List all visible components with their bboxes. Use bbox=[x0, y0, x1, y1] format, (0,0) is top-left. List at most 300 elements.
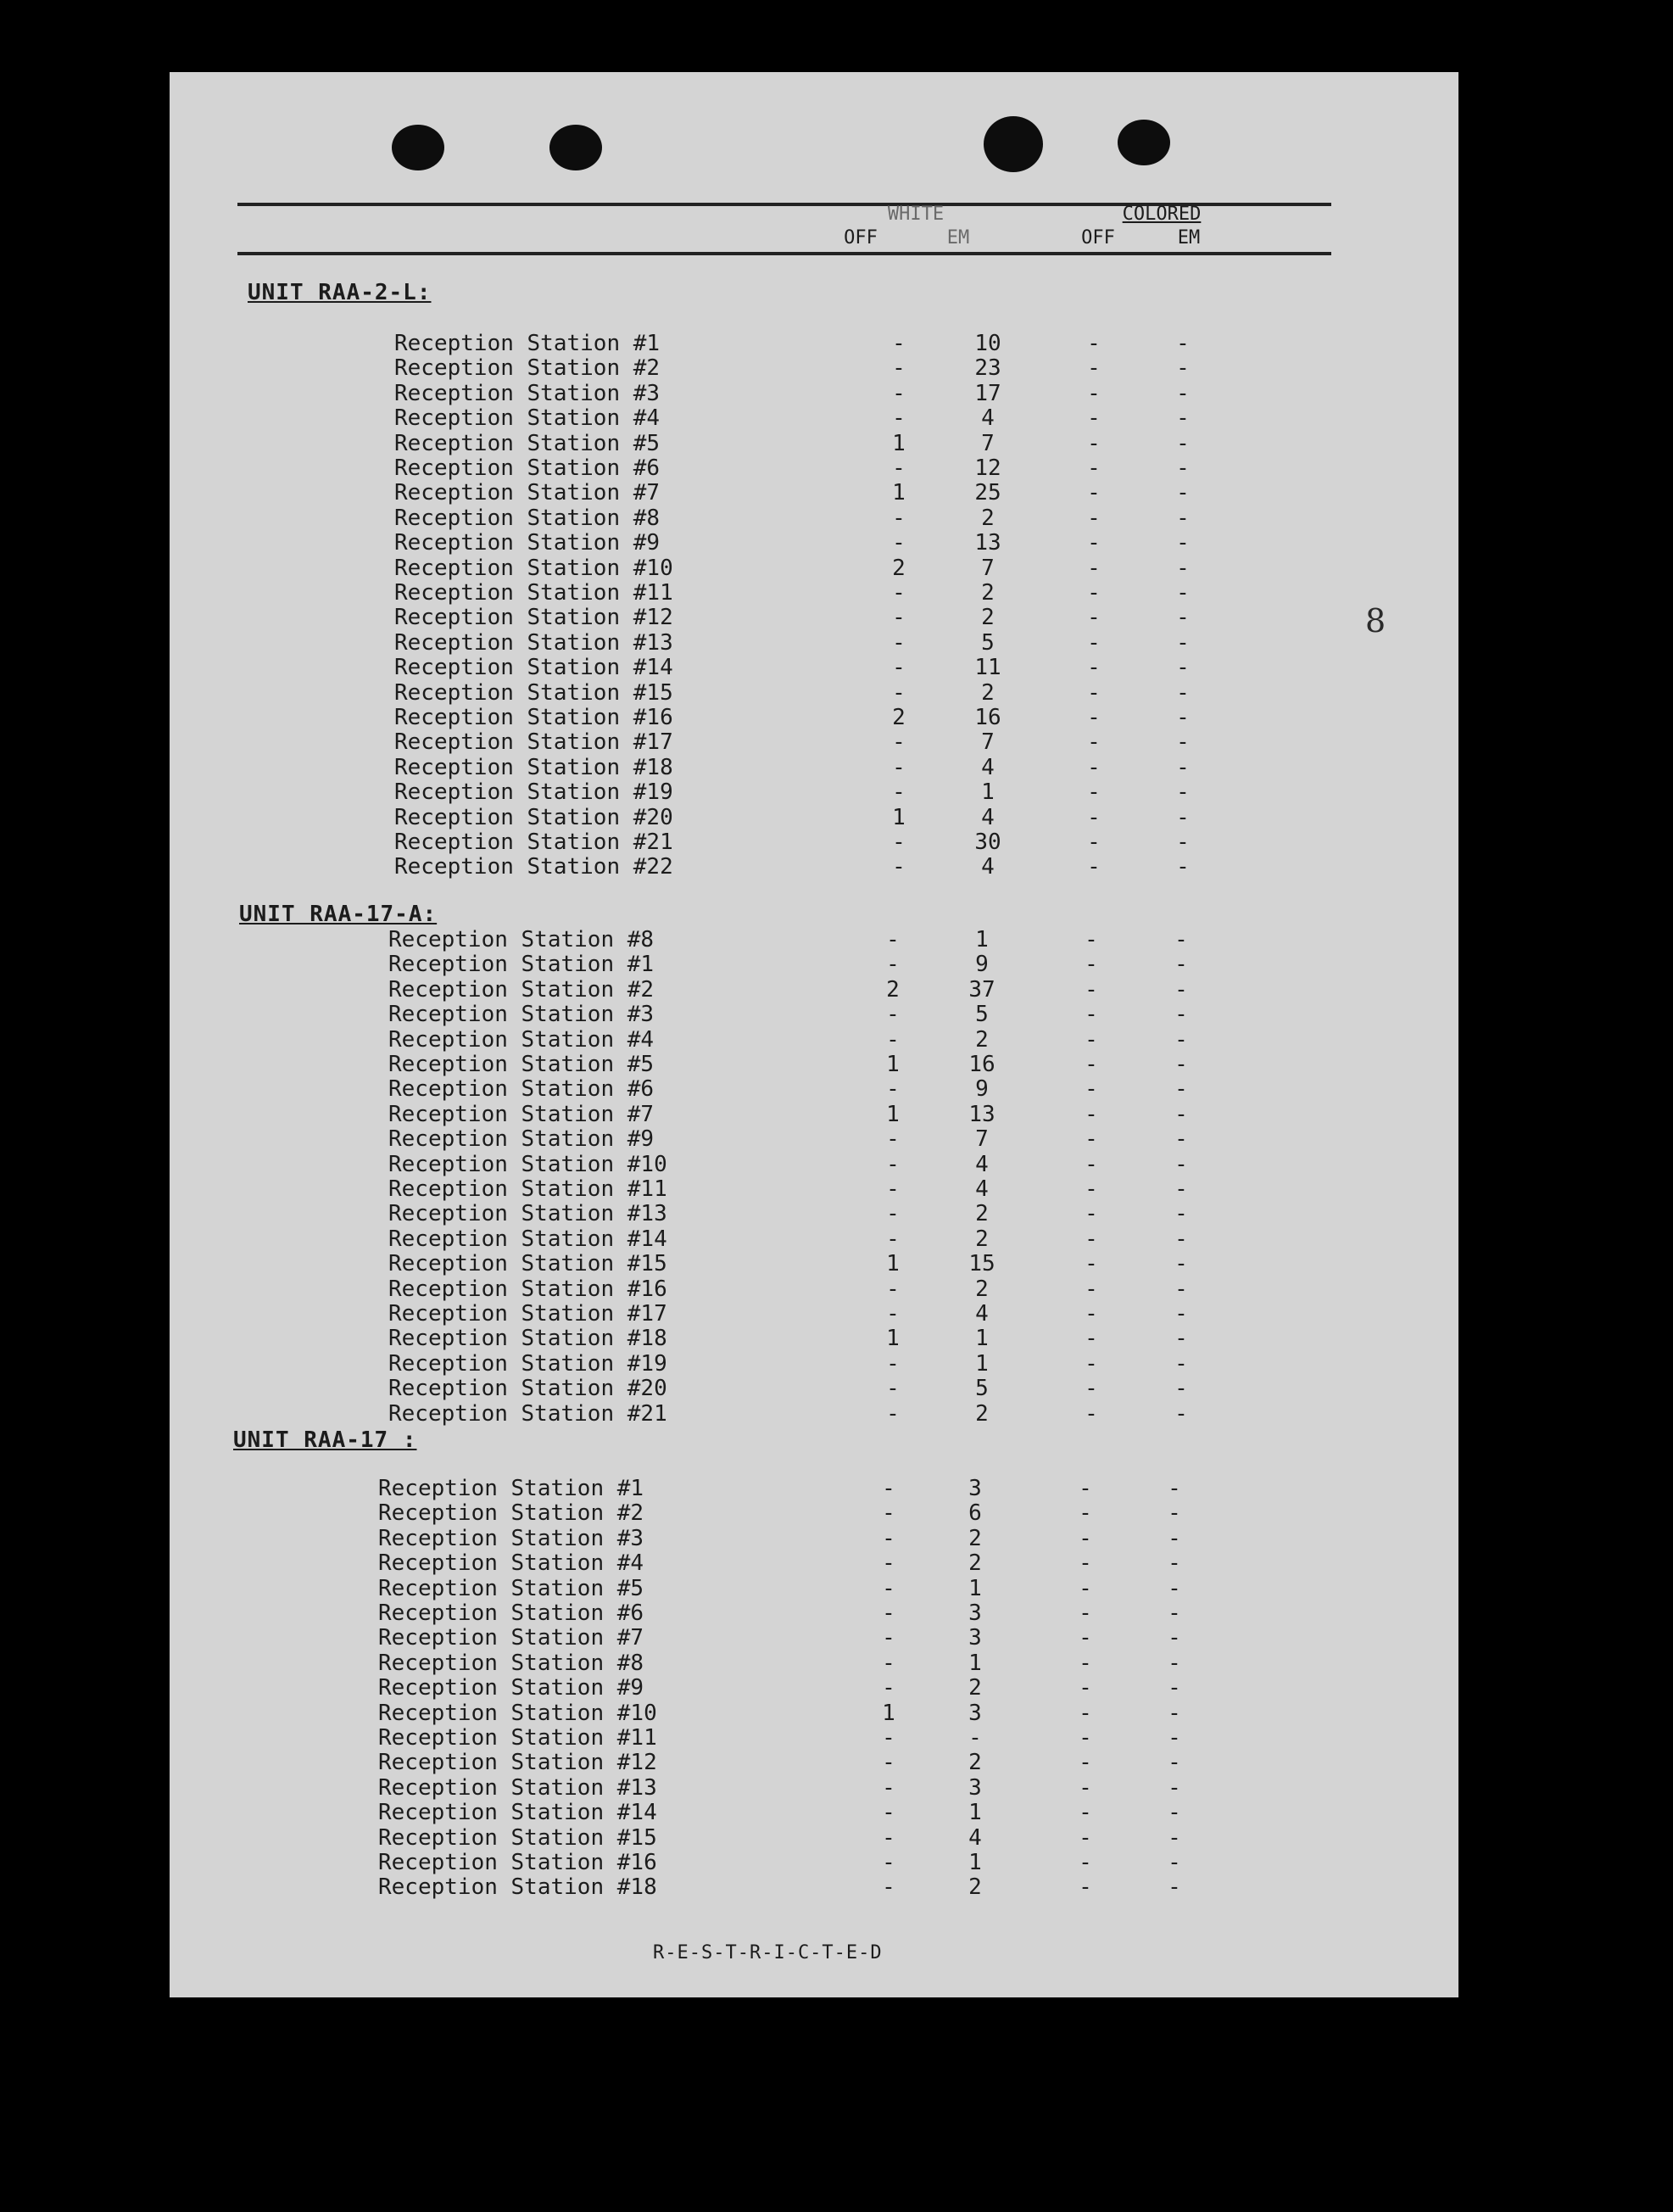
table-row bbox=[394, 705, 1208, 729]
colored-em-cell: - bbox=[1174, 1350, 1188, 1377]
white-em-cell: 7 bbox=[981, 555, 995, 581]
white-em-cell: - bbox=[968, 1725, 982, 1751]
station-label: Reception Station #10 bbox=[378, 1700, 657, 1726]
white-em-cell: 2 bbox=[975, 1026, 989, 1053]
colored-off-cell: - bbox=[1085, 1251, 1098, 1277]
colored-off-cell: - bbox=[1087, 530, 1101, 556]
colored-em-cell: - bbox=[1176, 854, 1190, 880]
colored-em-cell: - bbox=[1168, 1500, 1181, 1527]
white-em-cell: 4 bbox=[975, 1301, 989, 1327]
colored-off-cell: - bbox=[1087, 405, 1101, 432]
colored-off-cell: - bbox=[1079, 1525, 1092, 1551]
white-off-cell: - bbox=[882, 1774, 895, 1801]
station-label: Reception Station #11 bbox=[394, 580, 673, 606]
white-em-cell: 3 bbox=[968, 1600, 982, 1626]
white-off-cell: - bbox=[892, 754, 906, 780]
station-label: Reception Station #15 bbox=[394, 679, 673, 706]
colored-em-cell: - bbox=[1176, 555, 1190, 581]
colored-off-cell: - bbox=[1085, 1326, 1098, 1352]
table-row bbox=[394, 605, 1208, 629]
colored-em-cell: - bbox=[1176, 655, 1190, 681]
table-row bbox=[388, 1126, 1207, 1151]
white-em-cell: 4 bbox=[968, 1824, 982, 1851]
white-em-cell: 6 bbox=[968, 1500, 982, 1527]
table-row bbox=[394, 405, 1208, 430]
colored-off-cell: - bbox=[1079, 1550, 1092, 1577]
table-row bbox=[378, 1576, 1200, 1600]
white-em-cell: 9 bbox=[975, 1076, 989, 1103]
table-row bbox=[378, 1775, 1200, 1800]
white-off-cell: 2 bbox=[892, 555, 906, 581]
white-off-cell: 2 bbox=[892, 705, 906, 730]
colored-em-cell: - bbox=[1168, 1476, 1181, 1501]
table-row bbox=[394, 556, 1208, 580]
station-label: Reception Station #17 bbox=[388, 1301, 667, 1327]
white-off-cell: - bbox=[892, 505, 906, 531]
white-em-cell: 13 bbox=[974, 530, 1001, 556]
colored-off-cell: - bbox=[1079, 1600, 1092, 1626]
colored-off-cell: - bbox=[1085, 1176, 1098, 1202]
station-label: Reception Station #14 bbox=[394, 655, 673, 681]
white-em-cell: 4 bbox=[975, 1176, 989, 1202]
classification-footer: R-E-S-T-R-I-C-T-E-D bbox=[653, 1942, 883, 1963]
table-row bbox=[378, 1651, 1200, 1675]
white-off-cell: - bbox=[882, 1500, 895, 1527]
colored-off-cell: - bbox=[1087, 729, 1101, 756]
white-em-cell: 2 bbox=[981, 679, 995, 706]
white-off-cell: - bbox=[882, 1675, 895, 1701]
white-off-cell: - bbox=[892, 580, 906, 606]
station-label: Reception Station #9 bbox=[388, 1126, 655, 1153]
station-label: Reception Station #1 bbox=[388, 952, 655, 978]
table-row bbox=[394, 431, 1208, 455]
table-row bbox=[394, 755, 1208, 779]
table-row bbox=[388, 1027, 1207, 1052]
colored-em-cell: - bbox=[1174, 1002, 1188, 1028]
white-off-cell: - bbox=[882, 1850, 895, 1875]
white-em-cell: 25 bbox=[974, 480, 1001, 506]
table-row bbox=[378, 1675, 1200, 1700]
table-row bbox=[378, 1550, 1200, 1575]
station-label: Reception Station #2 bbox=[378, 1500, 644, 1527]
colored-off-cell: - bbox=[1085, 1126, 1098, 1153]
station-label: Reception Station #13 bbox=[388, 1201, 667, 1227]
colored-off-cell: - bbox=[1079, 1750, 1092, 1776]
table-row bbox=[388, 927, 1207, 952]
white-off-cell: - bbox=[882, 1750, 895, 1776]
white-off-cell: 1 bbox=[892, 804, 906, 830]
white-off-cell: - bbox=[882, 1575, 895, 1601]
colored-off-cell: - bbox=[1079, 1675, 1092, 1701]
colored-off-cell: - bbox=[1087, 854, 1101, 880]
colored-em-cell: - bbox=[1174, 1126, 1188, 1153]
colored-off-cell: - bbox=[1087, 455, 1101, 481]
white-em-cell: 23 bbox=[974, 355, 1001, 382]
white-column-heading: WHITE bbox=[887, 204, 945, 225]
colored-em-cell: - bbox=[1176, 804, 1190, 830]
white-em-cell: 1 bbox=[968, 1850, 982, 1875]
white-em-cell: 4 bbox=[981, 405, 995, 432]
white-off-cell: - bbox=[882, 1800, 895, 1826]
colored-em-cell: - bbox=[1176, 480, 1190, 506]
table-row bbox=[378, 1500, 1200, 1525]
white-off-cell: 2 bbox=[886, 976, 900, 1003]
table-row bbox=[388, 1152, 1207, 1176]
table-row bbox=[388, 1076, 1207, 1101]
station-label: Reception Station #6 bbox=[378, 1600, 644, 1626]
station-label: Reception Station #5 bbox=[388, 1052, 655, 1077]
table-row bbox=[394, 530, 1208, 555]
colored-off-cell: - bbox=[1087, 355, 1101, 382]
station-label: Reception Station #10 bbox=[388, 1151, 667, 1177]
white-em-cell: 37 bbox=[968, 976, 995, 1003]
station-label: Reception Station #6 bbox=[388, 1076, 655, 1103]
colored-em-cell: - bbox=[1176, 605, 1190, 631]
white-off-cell: 1 bbox=[882, 1700, 895, 1726]
table-row bbox=[388, 1052, 1207, 1076]
station-label: Reception Station #16 bbox=[378, 1850, 657, 1875]
white-em-cell: 2 bbox=[981, 605, 995, 631]
colored-em-cell: - bbox=[1174, 1276, 1188, 1302]
white-em-cell: 2 bbox=[968, 1874, 982, 1901]
white-em-cell: 9 bbox=[975, 952, 989, 978]
table-row bbox=[394, 506, 1208, 530]
punch-hole bbox=[984, 116, 1043, 172]
white-off-cell: - bbox=[882, 1625, 895, 1651]
colored-em-cell: - bbox=[1174, 1400, 1188, 1427]
station-label: Reception Station #18 bbox=[394, 754, 673, 780]
table-row bbox=[388, 1401, 1207, 1426]
white-off-cell: - bbox=[886, 1376, 900, 1402]
white-off-cell: - bbox=[886, 1276, 900, 1302]
colored-em-cell: - bbox=[1176, 380, 1190, 406]
white-em-cell: 11 bbox=[974, 655, 1001, 681]
colored-em-cell: - bbox=[1168, 1774, 1181, 1801]
table-row bbox=[378, 1701, 1200, 1725]
station-label: Reception Station #2 bbox=[394, 355, 661, 382]
colored-em-cell: - bbox=[1176, 754, 1190, 780]
colored-em-cell: - bbox=[1174, 1226, 1188, 1252]
white-off-cell: - bbox=[886, 1076, 900, 1103]
station-label: Reception Station #9 bbox=[378, 1675, 644, 1701]
table-row bbox=[388, 1002, 1207, 1026]
colored-em-cell: - bbox=[1174, 1201, 1188, 1227]
station-label: Reception Station #16 bbox=[388, 1276, 667, 1302]
white-off-cell: - bbox=[886, 1126, 900, 1153]
white-em-cell: 10 bbox=[974, 331, 1001, 356]
white-em-cell: 3 bbox=[968, 1625, 982, 1651]
colored-off-cell: - bbox=[1085, 1201, 1098, 1227]
white-em-cell: 12 bbox=[974, 455, 1001, 481]
white-em-cell: 5 bbox=[975, 1002, 989, 1028]
station-label: Reception Station #15 bbox=[378, 1824, 657, 1851]
colored-em-cell: - bbox=[1174, 976, 1188, 1003]
table-row bbox=[388, 1176, 1207, 1201]
white-em-cell: 2 bbox=[975, 1226, 989, 1252]
colored-em-cell: - bbox=[1174, 1026, 1188, 1053]
station-label: Reception Station #18 bbox=[388, 1326, 667, 1352]
colored-em-cell: - bbox=[1174, 927, 1188, 952]
white-off-cell: - bbox=[892, 779, 906, 806]
white-off-cell: - bbox=[882, 1525, 895, 1551]
table-row bbox=[394, 729, 1208, 754]
white-off-cell: 1 bbox=[886, 1326, 900, 1352]
table-row bbox=[388, 952, 1207, 976]
colored-off-cell: - bbox=[1087, 580, 1101, 606]
station-label: Reception Station #7 bbox=[378, 1625, 644, 1651]
white-em-cell: 4 bbox=[981, 854, 995, 880]
table-row bbox=[394, 331, 1208, 355]
station-label: Reception Station #18 bbox=[378, 1874, 657, 1901]
table-row bbox=[394, 680, 1208, 705]
colored-off-cell: - bbox=[1079, 1824, 1092, 1851]
station-label: Reception Station #4 bbox=[394, 405, 661, 432]
white-off-cell: - bbox=[892, 331, 906, 356]
white-off-cell: - bbox=[882, 1824, 895, 1851]
colored-off-cell: - bbox=[1085, 1151, 1098, 1177]
white-em-cell: 2 bbox=[981, 580, 995, 606]
white-em-cell: 2 bbox=[968, 1525, 982, 1551]
table-row bbox=[388, 977, 1207, 1002]
white-em-cell: 13 bbox=[968, 1101, 995, 1127]
white-off-cell: 1 bbox=[892, 430, 906, 456]
white-off-cell: - bbox=[886, 1301, 900, 1327]
white-off-cell: - bbox=[892, 455, 906, 481]
station-label: Reception Station #11 bbox=[378, 1725, 657, 1751]
white-em-cell: 2 bbox=[968, 1750, 982, 1776]
colored-off-cell: - bbox=[1079, 1800, 1092, 1826]
table-row bbox=[394, 630, 1208, 655]
colored-em-cell: - bbox=[1176, 729, 1190, 756]
page-number: 8 bbox=[1365, 602, 1386, 640]
colored-off-cell: - bbox=[1087, 705, 1101, 730]
colored-off-cell: - bbox=[1085, 1076, 1098, 1103]
colored-off-cell: - bbox=[1087, 830, 1101, 855]
colored-em-cell: - bbox=[1176, 629, 1190, 656]
white-em-cell: 5 bbox=[975, 1376, 989, 1402]
white-em-cell: 5 bbox=[981, 629, 995, 656]
table-row bbox=[378, 1526, 1200, 1550]
colored-em-cell: - bbox=[1174, 1052, 1188, 1077]
table-row bbox=[378, 1625, 1200, 1650]
station-label: Reception Station #16 bbox=[394, 705, 673, 730]
colored-off-cell: - bbox=[1085, 927, 1098, 952]
station-label: Reception Station #3 bbox=[378, 1525, 644, 1551]
colored-em-cell: - bbox=[1176, 705, 1190, 730]
table-row bbox=[394, 779, 1208, 804]
station-label: Reception Station #13 bbox=[378, 1774, 657, 1801]
table-row bbox=[388, 1301, 1207, 1326]
table-row bbox=[394, 655, 1208, 679]
white-off-cell: - bbox=[892, 729, 906, 756]
document-page bbox=[170, 72, 1458, 1997]
white-off-cell: 1 bbox=[892, 480, 906, 506]
white-off-cell: - bbox=[892, 629, 906, 656]
colored-off-cell: - bbox=[1079, 1476, 1092, 1501]
white-off-cell: - bbox=[892, 380, 906, 406]
table-row bbox=[394, 580, 1208, 605]
white-em-cell: 1 bbox=[968, 1650, 982, 1676]
white-off-cell: - bbox=[882, 1650, 895, 1676]
station-label: Reception Station #3 bbox=[388, 1002, 655, 1028]
colored-em-cell: - bbox=[1168, 1575, 1181, 1601]
colored-off-cell: - bbox=[1087, 380, 1101, 406]
white-em-cell: 16 bbox=[968, 1052, 995, 1077]
colored-em-cell: - bbox=[1174, 1301, 1188, 1327]
table-row bbox=[388, 1251, 1207, 1276]
station-label: Reception Station #11 bbox=[388, 1176, 667, 1202]
colored-off-cell: - bbox=[1085, 952, 1098, 978]
white-off-cell: - bbox=[886, 927, 900, 952]
table-row bbox=[388, 1226, 1207, 1251]
white-em-cell: 2 bbox=[968, 1675, 982, 1701]
colored-em-cell: - bbox=[1168, 1700, 1181, 1726]
unit-heading: UNIT RAA-2-L: bbox=[248, 280, 432, 305]
colored-off-cell: - bbox=[1085, 1052, 1098, 1077]
white-em-cell: 1 bbox=[975, 927, 989, 952]
colored-em-cell: - bbox=[1168, 1824, 1181, 1851]
white-off-cell: - bbox=[882, 1600, 895, 1626]
table-row bbox=[378, 1874, 1200, 1899]
colored-em-cell: - bbox=[1168, 1725, 1181, 1751]
white-em-cell: 1 bbox=[968, 1800, 982, 1826]
white-off-cell: - bbox=[886, 1226, 900, 1252]
station-label: Reception Station #8 bbox=[394, 505, 661, 531]
colored-em-cell: - bbox=[1174, 1376, 1188, 1402]
colored-off-cell: - bbox=[1079, 1850, 1092, 1875]
table-row bbox=[388, 1201, 1207, 1226]
white-off-cell: 1 bbox=[886, 1251, 900, 1277]
station-label: Reception Station #2 bbox=[388, 976, 655, 1003]
colored-off-cell: - bbox=[1087, 754, 1101, 780]
colored-off-cell: - bbox=[1085, 1026, 1098, 1053]
colored-em-cell: - bbox=[1174, 1151, 1188, 1177]
colored-off-cell: - bbox=[1087, 430, 1101, 456]
station-label: Reception Station #8 bbox=[388, 927, 655, 952]
station-label: Reception Station #14 bbox=[388, 1226, 667, 1252]
colored-off-cell: - bbox=[1087, 555, 1101, 581]
white-em-cell: 1 bbox=[981, 779, 995, 806]
colored-off-cell: - bbox=[1087, 605, 1101, 631]
station-label: Reception Station #14 bbox=[378, 1800, 657, 1826]
station-label: Reception Station #22 bbox=[394, 854, 673, 880]
colored-em-cell: - bbox=[1168, 1675, 1181, 1701]
station-label: Reception Station #12 bbox=[378, 1750, 657, 1776]
white-off-heading: OFF bbox=[844, 227, 878, 249]
white-off-cell: - bbox=[892, 405, 906, 432]
colored-off-cell: - bbox=[1087, 779, 1101, 806]
colored-em-cell: - bbox=[1176, 530, 1190, 556]
station-label: Reception Station #21 bbox=[388, 1400, 667, 1427]
white-off-cell: - bbox=[892, 679, 906, 706]
station-label: Reception Station #15 bbox=[388, 1251, 667, 1277]
station-label: Reception Station #7 bbox=[388, 1101, 655, 1127]
colored-em-cell: - bbox=[1168, 1625, 1181, 1651]
colored-em-cell: - bbox=[1174, 1251, 1188, 1277]
white-em-cell: 1 bbox=[975, 1350, 989, 1377]
colored-em-cell: - bbox=[1174, 1076, 1188, 1103]
table-row bbox=[388, 1326, 1207, 1350]
colored-em-cell: - bbox=[1168, 1874, 1181, 1901]
colored-off-cell: - bbox=[1085, 1002, 1098, 1028]
station-label: Reception Station #4 bbox=[378, 1550, 644, 1577]
colored-em-cell: - bbox=[1168, 1650, 1181, 1676]
white-off-cell: - bbox=[886, 1400, 900, 1427]
colored-off-cell: - bbox=[1085, 1350, 1098, 1377]
header-rule-bottom bbox=[237, 252, 1331, 255]
white-em-cell: 4 bbox=[981, 804, 995, 830]
white-em-cell: 2 bbox=[975, 1400, 989, 1427]
punch-hole bbox=[392, 125, 444, 170]
table-row bbox=[378, 1725, 1200, 1750]
colored-em-cell: - bbox=[1174, 1326, 1188, 1352]
white-em-cell: 7 bbox=[981, 430, 995, 456]
table-row bbox=[378, 1476, 1200, 1500]
station-label: Reception Station #9 bbox=[394, 530, 661, 556]
colored-em-cell: - bbox=[1168, 1600, 1181, 1626]
white-em-cell: 3 bbox=[968, 1476, 982, 1501]
colored-em-cell: - bbox=[1168, 1525, 1181, 1551]
table-row bbox=[394, 455, 1208, 480]
white-off-cell: - bbox=[886, 952, 900, 978]
colored-off-cell: - bbox=[1087, 629, 1101, 656]
white-off-cell: - bbox=[892, 355, 906, 382]
colored-column-heading: COLORED bbox=[1122, 204, 1202, 225]
colored-em-cell: - bbox=[1168, 1550, 1181, 1577]
table-row bbox=[378, 1800, 1200, 1824]
white-off-cell: - bbox=[892, 530, 906, 556]
colored-off-heading: OFF bbox=[1081, 227, 1115, 249]
white-off-cell: - bbox=[882, 1874, 895, 1901]
station-label: Reception Station #19 bbox=[394, 779, 673, 806]
white-em-cell: 30 bbox=[974, 830, 1001, 855]
punch-hole bbox=[1118, 120, 1170, 165]
colored-off-cell: - bbox=[1087, 804, 1101, 830]
white-off-cell: - bbox=[886, 1176, 900, 1202]
white-em-cell: 7 bbox=[981, 729, 995, 756]
colored-off-cell: - bbox=[1079, 1575, 1092, 1601]
station-label: Reception Station #8 bbox=[378, 1650, 644, 1676]
colored-off-cell: - bbox=[1085, 1101, 1098, 1127]
colored-em-cell: - bbox=[1176, 405, 1190, 432]
table-row bbox=[378, 1600, 1200, 1625]
table-row bbox=[378, 1750, 1200, 1774]
station-label: Reception Station #21 bbox=[394, 830, 673, 855]
table-row bbox=[394, 355, 1208, 380]
white-off-cell: 1 bbox=[886, 1101, 900, 1127]
white-em-cell: 16 bbox=[974, 705, 1001, 730]
white-em-cell: 2 bbox=[975, 1276, 989, 1302]
unit-heading: UNIT RAA-17 : bbox=[233, 1427, 417, 1453]
colored-em-cell: - bbox=[1174, 1176, 1188, 1202]
station-label: Reception Station #10 bbox=[394, 555, 673, 581]
station-label: Reception Station #17 bbox=[394, 729, 673, 756]
colored-off-cell: - bbox=[1085, 1376, 1098, 1402]
station-label: Reception Station #4 bbox=[388, 1026, 655, 1053]
colored-off-cell: - bbox=[1085, 1276, 1098, 1302]
table-row bbox=[394, 830, 1208, 854]
colored-off-cell: - bbox=[1087, 331, 1101, 356]
white-em-cell: 2 bbox=[975, 1201, 989, 1227]
station-label: Reception Station #12 bbox=[394, 605, 673, 631]
colored-em-cell: - bbox=[1168, 1800, 1181, 1826]
colored-em-cell: - bbox=[1176, 430, 1190, 456]
colored-off-cell: - bbox=[1079, 1650, 1092, 1676]
station-label: Reception Station #1 bbox=[378, 1476, 644, 1501]
station-label: Reception Station #20 bbox=[388, 1376, 667, 1402]
white-em-heading: EM bbox=[946, 227, 970, 249]
white-em-cell: 4 bbox=[975, 1151, 989, 1177]
